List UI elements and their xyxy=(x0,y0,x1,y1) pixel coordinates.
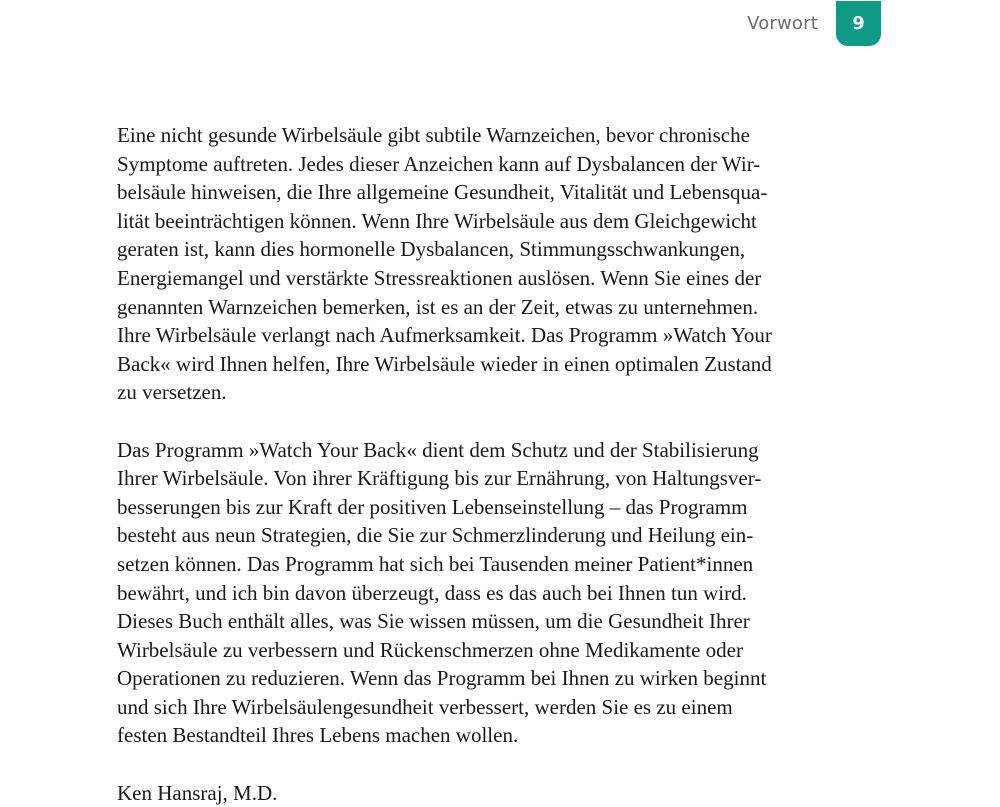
text-line: Eine nicht gesunde Wirbelsäule gibt subtile Warnzeichen, bevor chronische xyxy=(117,123,750,147)
paragraph-2 xyxy=(117,436,821,751)
text-line: Wirbelsäule zu verbessern und Rückenschmerzen ohne Medikamente oder xyxy=(117,637,744,662)
text-line: Das Programm »Watch Your Back« dient dem Schutz und der Stabilisierung xyxy=(117,437,759,462)
text-line: Symptome auftreten. Jedes dieser Anzeichen kann auf Dysbalancen der Wir- xyxy=(117,151,761,176)
paragraph-spacer xyxy=(117,407,821,436)
text-line: geraten ist, kann dies hormonelle Dysbalancen, Stimmungsschwankungen, xyxy=(117,237,746,262)
section-title: Vorwort xyxy=(747,12,818,34)
page-number-tab xyxy=(836,1,881,46)
text-line: belsäule hinweisen, die Ihre allgemeine Gesundheit, Vitalität und Lebensqua- xyxy=(117,180,768,205)
text-line: besteht aus neun Strategien, die Sie zur Schmerzlinderung und Heilung ein- xyxy=(117,523,754,548)
page-number: 9 xyxy=(852,12,865,34)
text-line: Back« wird Ihnen helfen, Ihre Wirbelsäule wieder in einen optimalen Zustand xyxy=(117,351,772,376)
paragraph-1 xyxy=(117,121,821,407)
text-line: genannten Warnzeichen bemerken, ist es an der Zeit, etwas zu unternehmen. xyxy=(117,294,759,319)
text-line: Energiemangel und verstärkte Stressreaktionen auslösen. Wenn Sie eines der xyxy=(117,265,762,290)
text-line: Ihre Wirbelsäule verlangt nach Aufmerksamkeit. Das Programm »Watch Your xyxy=(117,323,772,348)
signature xyxy=(117,779,821,807)
body-text xyxy=(117,121,821,807)
text-line: bewährt, und ich bin davon überzeugt, dass es das auch bei Ihnen tun wird. xyxy=(117,580,747,605)
text-line: lität beeinträchtigen können. Wenn Ihre Wirbelsäule aus dem Gleichgewicht xyxy=(117,208,757,233)
signature-line: Ken Hansraj, M.D. xyxy=(117,780,278,805)
text-line: besserungen bis zur Kraft der positiven Lebenseinstellung – das Programm xyxy=(117,494,748,519)
text-line: zu versetzen. xyxy=(117,380,227,405)
paragraph-spacer xyxy=(117,750,821,779)
text-line: setzen können. Das Programm hat sich bei Tausenden meiner Patient*innen xyxy=(117,551,754,576)
running-header xyxy=(747,0,881,46)
text-line: Operationen zu reduzieren. Wenn das Programm bei Ihnen zu wirken beginnt xyxy=(117,666,767,691)
text-line: Ihrer Wirbelsäule. Von ihrer Kräftigung bis zur Ernährung, von Haltungsver- xyxy=(117,466,762,491)
text-line: und sich Ihre Wirbelsäulengesundheit verbessert, werden Sie es zu einem xyxy=(117,694,733,719)
text-line: Dieses Buch enthält alles, was Sie wissen müssen, um die Gesundheit Ihrer xyxy=(117,609,750,634)
text-line: festen Bestandteil Ihres Lebens machen wollen. xyxy=(117,723,519,748)
